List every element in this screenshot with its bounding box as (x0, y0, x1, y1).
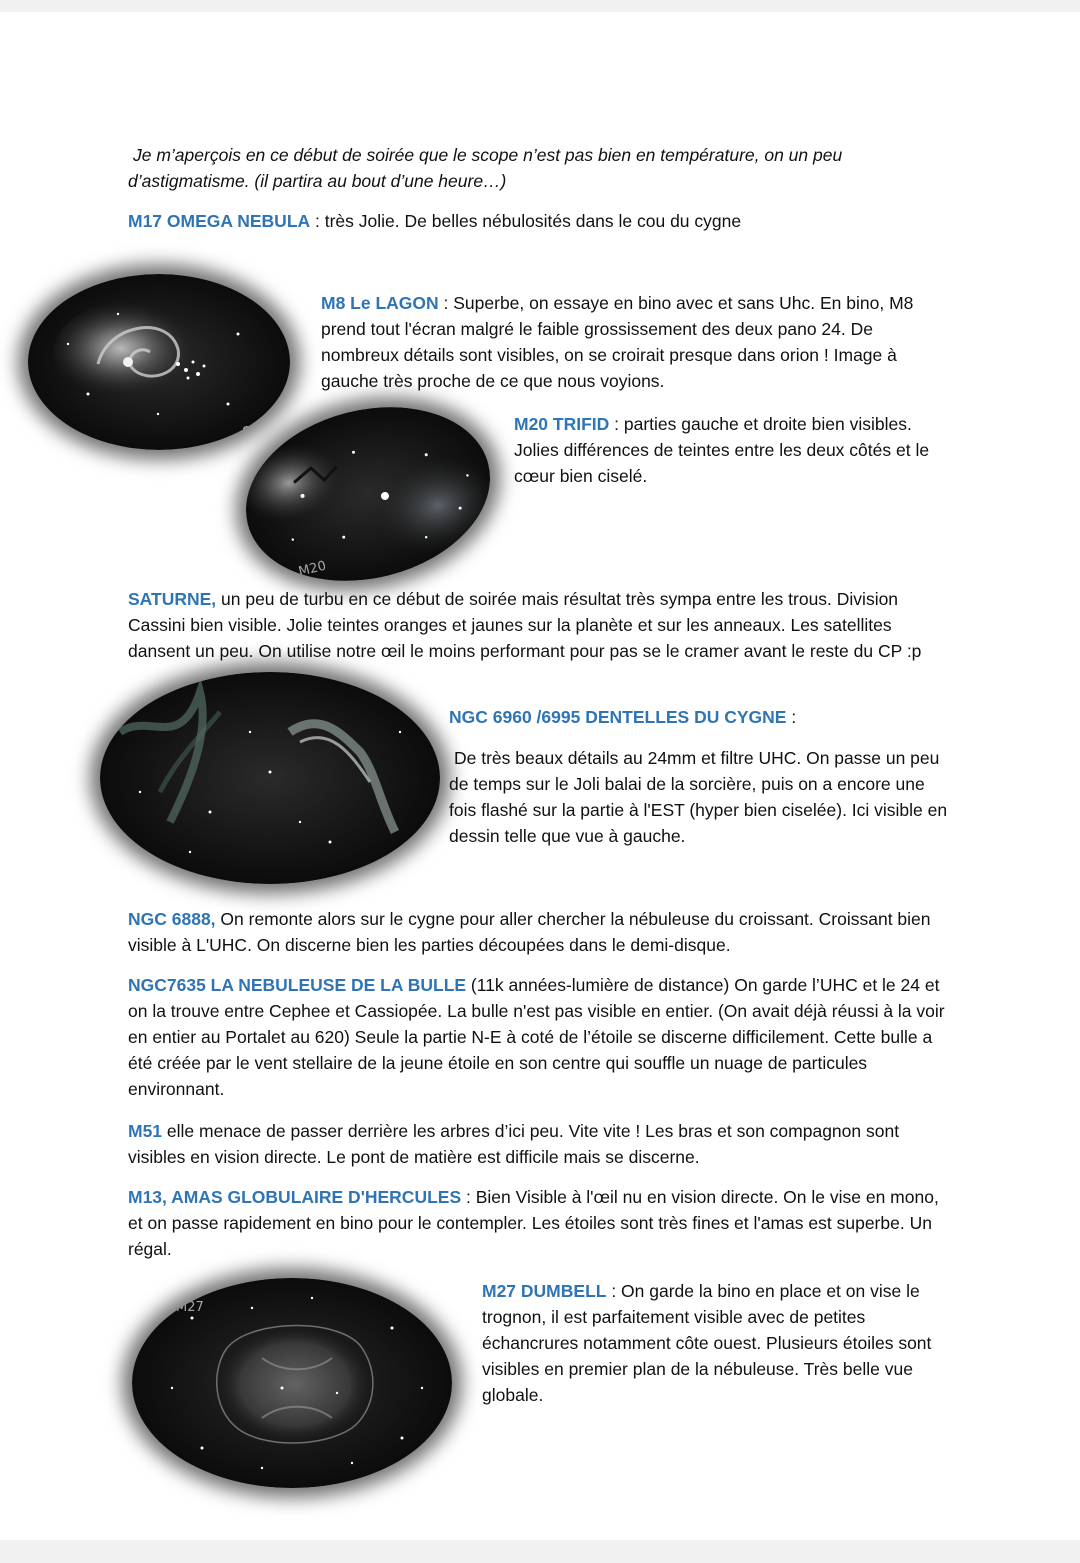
entry-text: un peu de turbu en ce début de soirée mais résultat très sympa entre les trous. Division Cassini bien visible. Jolie teintes oranges et jaunes sur la planète et sur les anneaux. Les satellites dansent un peu. On utilise notre œil le moins performant pour pas se le cramer avant le reste du CP :p (128, 589, 922, 661)
entry-title: SATURNE, (128, 589, 217, 609)
entry-text: (11k années-lumière de distance) On garde l’UHC et le 24 et on la trouve entre Cephee et Cassiopée. La bulle n'est pas visible en entier. (On avait déjà réussi à la voir en entier au Portalet au 620) Seule la partie N-E à coté de l’étoile se discerne difficilement. Cette bulle a été créée par le vent stellaire de la jeune étoile en son centre qui souffle un nuage de particules environnant. (128, 975, 945, 1099)
m20-trifid-sketch (227, 382, 508, 605)
m20-sketch-label: M20 (297, 558, 328, 580)
entry-text: elle menace de passer derrière les arbres d’ici peu. Vite vite ! Les bras et son compagnon sont visibles en vision directe. Le pont de matière est difficile mais se discerne. (128, 1121, 900, 1167)
entry-ngc7635 (128, 972, 958, 1102)
entry-text: : très Jolie. De belles nébulosités dans le cou du cygne (310, 211, 742, 231)
entry-m17 (128, 208, 958, 234)
entry-title: M20 TRIFID (514, 414, 610, 434)
intro-paragraph (128, 142, 958, 194)
veil-sketch-drawing (100, 672, 440, 884)
m8-sketch-label: M8 (242, 422, 266, 441)
entry-title: M13, AMAS GLOBULAIRE D'HERCULES (128, 1187, 462, 1207)
entry-m8 (321, 290, 951, 394)
entry-text: : parties gauche et droite bien visibles. Jolies différences de teintes entre les deux côtés et le cœur bien ciselé. (514, 414, 930, 486)
entry-title: M17 OMEGA NEBULA (128, 211, 311, 231)
entry-title: M27 DUMBELL (482, 1281, 607, 1301)
entry-text: On remonte alors sur le cygne pour aller chercher la nébuleuse du croissant. Croissant bien visible à L'UHC. On discerne bien les parties découpées dans le demi-disque. (128, 909, 931, 955)
veil-nebula-sketch (100, 672, 440, 884)
entry-title: NGC 6960 /6995 DENTELLES DU CYGNE (449, 707, 787, 727)
document-page (0, 12, 1080, 1540)
entry-text: : (786, 707, 797, 727)
entry-text: : Superbe, on essaye en bino avec et sans Uhc. En bino, M8 prend tout l'écran malgré le faible grossissement des deux pano 24. De nombreux détails sont visibles, on se croirait presque dans orion ! Image à gauche très proche de ce que nous voyions. (321, 293, 914, 391)
m27-dumbbell-sketch (132, 1278, 452, 1488)
entry-title: M51 (128, 1121, 163, 1141)
entry-ngc6888 (128, 906, 958, 958)
entry-saturne (128, 586, 928, 664)
m27-sketch-label: M27 (176, 1300, 204, 1315)
intro-text: Je m’aperçois en ce début de soirée que le scope n’est pas bien en température, on un peu d’astigmatisme. (il partira au bout d’une heure…) (128, 145, 843, 191)
entry-m51 (128, 1118, 958, 1170)
entry-title: NGC 6888, (128, 909, 216, 929)
entry-title: M8 Le LAGON (321, 293, 439, 313)
entry-title: NGC7635 LA NEBULEUSE DE LA BULLE (128, 975, 467, 995)
entry-ngc6960 (449, 704, 949, 849)
entry-text: : On garde la bino en place et on vise le trognon, il est parfaitement visible avec de petites échancrures notamment côte ouest. Plusieurs étoiles sont visibles en premier plan de la nébuleuse. Très belle vue globale. (482, 1281, 932, 1405)
entry-m27 (482, 1278, 952, 1408)
entry-m20 (514, 411, 954, 489)
entry-text: : Bien Visible à l'œil nu en vision directe. On le vise en mono, et on passe rapidement en bino pour le contempler. Les étoiles sont très fines et l'amas est superbe. Un régal. (128, 1187, 939, 1259)
m20-sketch-drawing (227, 382, 508, 605)
m8-lagoon-sketch (28, 274, 290, 450)
entry-paragraph: De très beaux détails au 24mm et filtre UHC. On passe un peu de temps sur le Joli balai de la sorcière, puis on a encore une fois flashé sur la partie à l'EST (hyper bien ciselée). Ici visible en dessin telle que vue à gauche. (449, 748, 948, 846)
entry-m13 (128, 1184, 958, 1262)
